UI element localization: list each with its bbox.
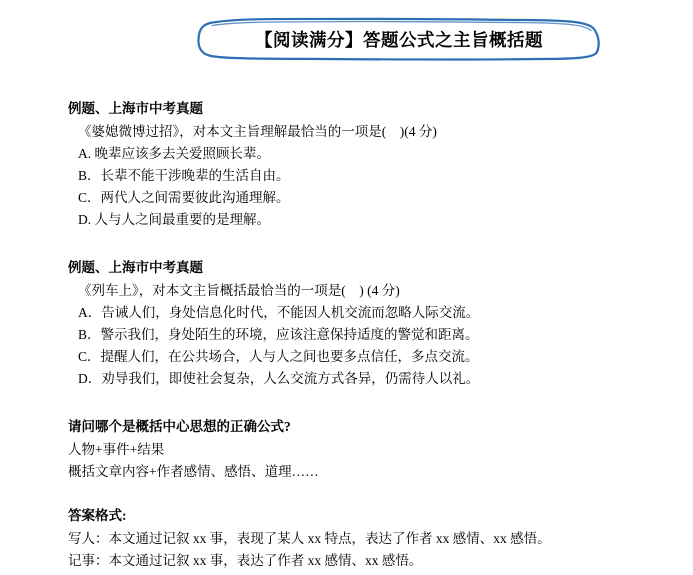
section-example-1 [68,98,628,231]
page-title: 【阅读满分】答题公式之主旨概括题 [255,29,543,50]
section-spacer [68,390,628,416]
section-heading: 例题、上海市中考真题 [68,260,203,275]
section-spacer [68,483,628,505]
section-line: B．长辈不能干涉晚辈的生活自由。 [78,168,290,183]
section-line: 《婆媳微博过招》，对本文主旨理解最恰当的一项是( )(4 分) [78,124,437,139]
section-question [68,416,628,483]
section-line: A．告诫人们，身处信息化时代，不能因人机交流而忽略人际交流。 [78,305,480,320]
section-line: 概括文章内容+作者感情、感悟、道理…… [68,464,319,479]
section-line: 《列车上》，对本文主旨概括最恰当的一项是( ) (4 分) [78,283,400,298]
section-heading: 例题、上海市中考真题 [68,101,203,116]
section-line: 写人：本文通过记叙 xx 事，表现了某人 xx 特点，表达了作者 xx 感情、xx 感悟。 [68,531,551,546]
section-line: C．提醒人们，在公共场合，人与人之间也要多点信任，多点交流。 [78,349,479,364]
section-line: 人物+事件+结果 [68,442,165,457]
section-line: C．两代人之间需要彼此沟通理解。 [78,190,290,205]
section-example-2 [68,257,628,390]
section-heading: 请问哪个是概括中心思想的正确公式? [68,419,291,434]
section-line: D．劝导我们，即使社会复杂，人么交流方式各异，仍需待人以礼。 [78,371,480,386]
section-answer-format [68,505,628,572]
title-banner [196,17,602,61]
section-line: 记事：本文通过记叙 xx 事，表达了作者 xx 感情、xx 感悟。 [68,553,423,568]
section-line: B．警示我们，身处陌生的环境，应该注意保持适度的警觉和距离。 [78,327,479,342]
section-line: D. 人与人之间最重要的是理解。 [78,212,270,227]
document-body [68,98,628,572]
section-heading: 答案格式: [68,508,127,523]
section-line: A. 晚辈应该多去关爱照顾长辈。 [78,146,270,161]
section-spacer [68,231,628,257]
